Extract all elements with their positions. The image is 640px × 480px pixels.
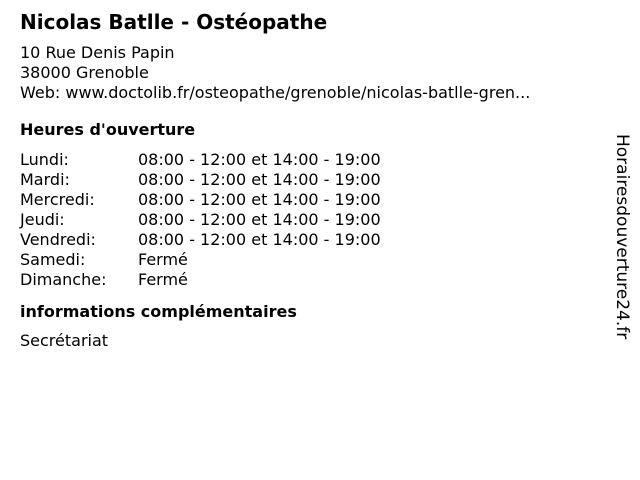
time-value: 08:00 - 12:00 et 14:00 - 19:00: [138, 210, 381, 229]
day-label: Lundi:: [20, 150, 69, 169]
opening-hours-heading: Heures d'ouverture: [20, 120, 196, 139]
day-label: Mercredi:: [20, 190, 95, 209]
hours-row-thursday: [20, 210, 600, 230]
day-label: Jeudi:: [20, 210, 65, 229]
time-value: 08:00 - 12:00 et 14:00 - 19:00: [138, 170, 381, 189]
hours-row-monday: [20, 150, 600, 170]
website-link[interactable]: Web: www.doctolib.fr/osteopathe/grenoble/nicolas-batlle-gren...: [20, 83, 531, 102]
address-city: 38000 Grenoble: [20, 63, 149, 82]
additional-info-text: Secrétariat: [20, 331, 109, 350]
opening-hours-list: [20, 150, 600, 290]
day-label: Dimanche:: [20, 270, 107, 289]
business-title: Nicolas Batlle - Ostéopathe: [20, 10, 328, 34]
time-value: 08:00 - 12:00 et 14:00 - 19:00: [138, 190, 381, 209]
hours-row-tuesday: [20, 170, 600, 190]
day-label: Samedi:: [20, 250, 86, 269]
time-value: 08:00 - 12:00 et 14:00 - 19:00: [138, 150, 381, 169]
time-value: Fermé: [138, 250, 188, 269]
hours-row-friday: [20, 230, 600, 250]
site-watermark: Horairesdouverture24.fr: [612, 134, 632, 340]
address-street: 10 Rue Denis Papin: [20, 43, 175, 62]
address-block: [20, 43, 600, 103]
hours-row-saturday: [20, 250, 600, 270]
additional-info-heading: informations complémentaires: [20, 302, 297, 321]
hours-row-wednesday: [20, 190, 600, 210]
business-card: [20, 8, 600, 351]
hours-row-sunday: [20, 270, 600, 290]
day-label: Mardi:: [20, 170, 70, 189]
time-value: 08:00 - 12:00 et 14:00 - 19:00: [138, 230, 381, 249]
day-label: Vendredi:: [20, 230, 96, 249]
time-value: Fermé: [138, 270, 188, 289]
